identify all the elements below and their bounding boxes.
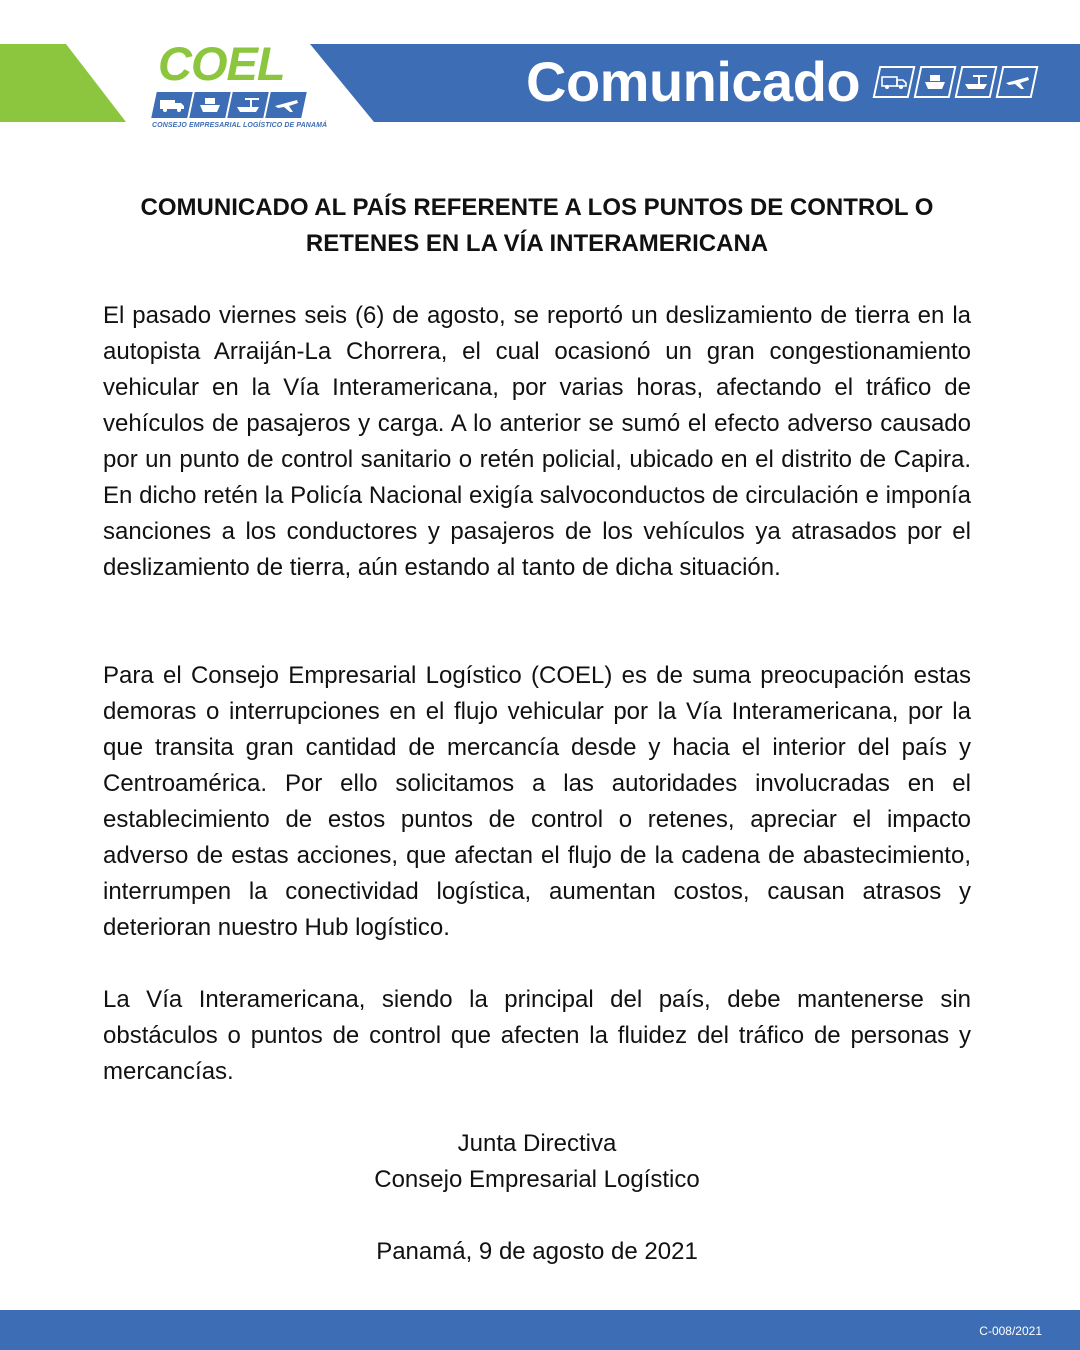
header-banner	[0, 0, 1080, 140]
footer-bar	[0, 1310, 1080, 1350]
banner-icon-row	[876, 66, 1035, 98]
ship-icon	[914, 66, 957, 98]
truck-icon	[151, 92, 193, 118]
airplane-icon	[265, 92, 307, 118]
ship-icon	[189, 92, 231, 118]
signature-line-1: Junta Directiva	[457, 1130, 617, 1157]
document-title: COMUNICADO AL PAÍS REFERENTE A LOS PUNTOS DE CONTROL O RETENES EN LA VÍA INTERAMERICANA	[140, 194, 934, 257]
port-crane-icon	[955, 66, 998, 98]
paragraph-2: Para el Consejo Empresarial Logístico (COEL) es de suma preocupación estas demoras o interrupciones en el flujo vehicular por la Vía Interamericana, por la que transita gran cantidad de mercancía desde y hacia el interior del país y Centroamérica. Por ello solicitamos a las autoridades involucradas en el establecimiento de estos puntos de control o retenes, apreciar el impacto adverso de estas acciones, que afectan el flujo de la cadena de abastecimiento, interrumpen la conectividad logística, aumentan costos, causan atrasos y deterioran nuestro Hub logístico.	[103, 662, 971, 941]
document-date: Panamá, 9 de agosto de 2021	[376, 1238, 698, 1265]
document-code: C-008/2021	[979, 1324, 1042, 1338]
banner-title: Comunicado	[526, 50, 861, 113]
port-crane-icon	[227, 92, 269, 118]
airplane-icon	[996, 66, 1039, 98]
logo-subtitle: CONSEJO EMPRESARIAL LOGÍSTICO DE PANAMÁ	[152, 122, 328, 129]
paragraph-1: El pasado viernes seis (6) de agosto, se reportó un deslizamiento de tierra en la autopista Arraiján-La Chorrera, el cual ocasionó un gran congestionamiento vehicular en la Vía Interamericana, por varias horas, afectando el tráfico de vehículos de pasajeros y carga. A lo anterior se sumó el efecto adverso causado por un punto de control sanitario o retén policial, ubicado en el distrito de Capira. En dicho retén la Policía Nacional exigía salvoconductos de circulación e imponía sanciones a los conductores y pasajeros de los vehículos ya atrasados por el deslizamiento de tierra, aún estando al tanto de dicha situación.	[103, 302, 971, 581]
truck-icon	[873, 66, 916, 98]
logo-icon-row	[154, 92, 304, 118]
coel-logo	[152, 37, 328, 136]
signature-line-2: Consejo Empresarial Logístico	[374, 1166, 700, 1193]
logo-wordmark: COEL	[158, 37, 285, 90]
paragraph-3: La Vía Interamericana, siendo la principal del país, debe mantenerse sin obstáculos o puntos de control que afecten la fluidez del tráfico de personas y mercancías.	[103, 986, 971, 1085]
